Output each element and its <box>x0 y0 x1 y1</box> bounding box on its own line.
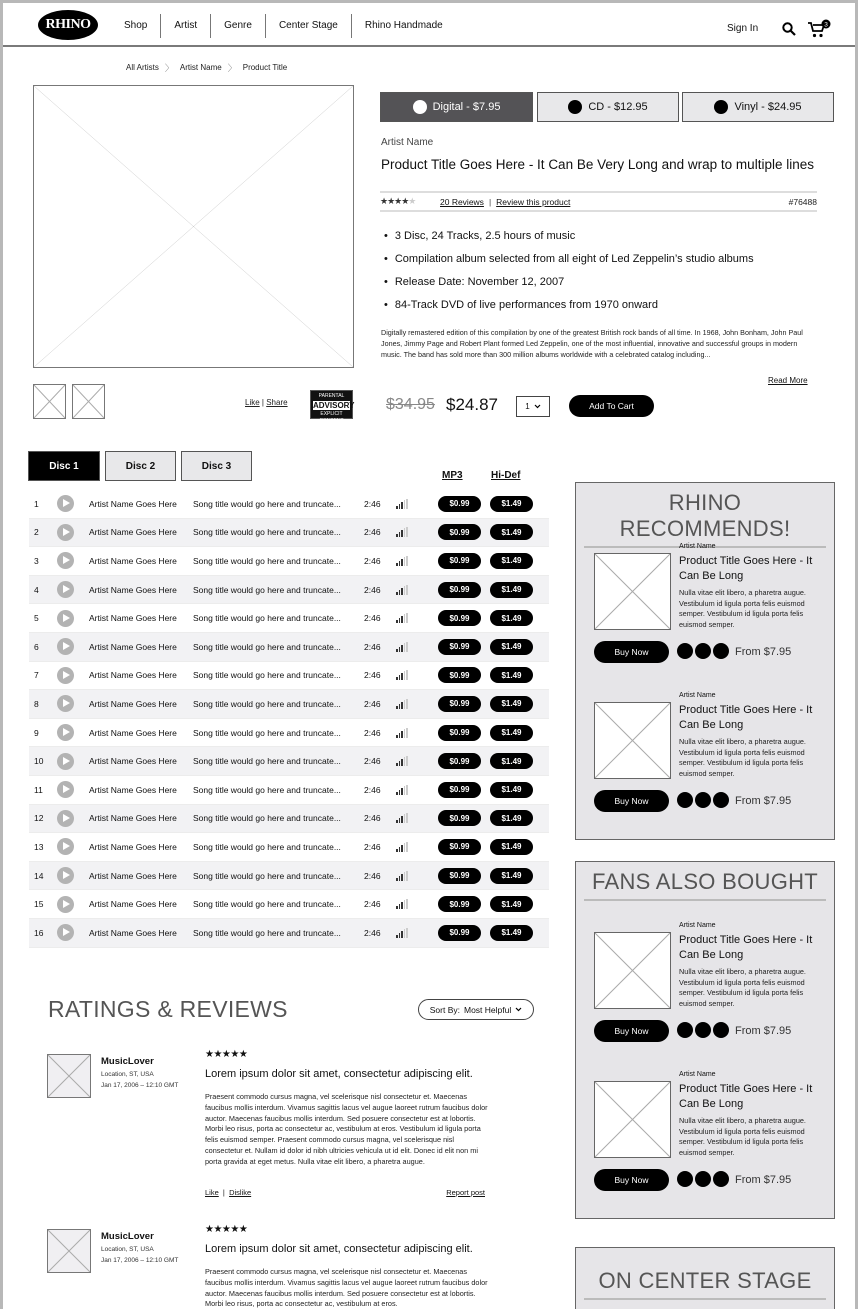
rec-price: From $7.95 <box>735 1025 792 1037</box>
reviewer-location: Location, ST, USA <box>101 1246 154 1253</box>
buy-hidef-button[interactable]: $1.49 <box>490 696 533 712</box>
buy-hidef-button[interactable]: $1.49 <box>490 610 533 626</box>
track-number: 3 <box>34 555 39 566</box>
play-icon[interactable] <box>57 695 74 712</box>
popularity-bars-icon <box>396 928 438 938</box>
reviewer-name: MusicLover <box>101 1056 154 1067</box>
rec-price: From $7.95 <box>735 795 792 807</box>
buy-hidef-button[interactable]: $1.49 <box>490 839 533 855</box>
popularity-bars-icon <box>396 785 438 795</box>
buy-mp3-button[interactable]: $0.99 <box>438 810 481 826</box>
chevron-down-icon <box>534 404 541 409</box>
track-number: 15 <box>34 899 44 910</box>
track-number: 9 <box>34 727 39 738</box>
buy-now-button[interactable]: Buy Now <box>594 641 669 663</box>
product-image-placeholder[interactable] <box>594 932 671 1009</box>
product-image-placeholder[interactable] <box>594 702 671 779</box>
format-cd-button[interactable] <box>537 92 679 122</box>
play-icon[interactable] <box>57 581 74 598</box>
highlight-item: • Release Date: November 12, 2007 <box>384 276 754 299</box>
review-dislike-link[interactable]: Dislike <box>229 1188 252 1197</box>
reviewer-location: Location, ST, USA <box>101 1071 154 1078</box>
reviewer-avatar <box>47 1229 91 1273</box>
track-title: Song title would go here and truncate... <box>193 698 341 709</box>
breadcrumb-current: Product Title <box>242 63 288 72</box>
buy-mp3-button[interactable]: $0.99 <box>438 896 481 912</box>
like-share: Like | Share <box>245 398 288 407</box>
review-item <box>47 1049 488 1214</box>
review-title: Lorem ipsum dolor sit amet, consectetur adipiscing elit. <box>205 1243 473 1255</box>
play-icon[interactable] <box>57 667 74 684</box>
popularity-bars-icon <box>396 670 438 680</box>
product-image-placeholder <box>33 85 354 368</box>
track-artist[interactable]: Artist Name Goes Here <box>89 527 177 538</box>
format-digital-button[interactable] <box>380 92 533 122</box>
product-image-placeholder[interactable] <box>594 1081 671 1158</box>
track-artist[interactable]: Artist Name Goes Here <box>89 498 177 509</box>
track-artist[interactable]: Artist Name Goes Here <box>89 727 177 738</box>
review-like-link[interactable]: Like <box>205 1188 219 1197</box>
track-row <box>29 719 549 748</box>
rhino-logo[interactable]: RHINO <box>38 10 98 40</box>
review-actions: Like | Dislike Report post <box>205 1188 485 1197</box>
track-list <box>29 490 549 948</box>
track-row <box>29 919 549 948</box>
track-row <box>29 490 549 519</box>
buy-mp3-button[interactable]: $0.99 <box>438 496 481 512</box>
track-row <box>29 776 549 805</box>
rec-artist[interactable]: Artist Name <box>679 692 716 699</box>
format-dot-icon[interactable] <box>677 1171 693 1187</box>
track-artist[interactable]: Artist Name Goes Here <box>89 870 177 881</box>
page <box>3 3 855 1309</box>
track-title: Song title would go here and truncate... <box>193 813 341 824</box>
buy-now-button[interactable]: Buy Now <box>594 1020 669 1042</box>
format-dot-icon[interactable] <box>713 792 729 808</box>
buy-mp3-button[interactable]: $0.99 <box>438 782 481 798</box>
recommendation-card <box>594 1071 834 1201</box>
reviews-link[interactable]: 20 Reviews <box>440 196 484 207</box>
review-stars-icon: ★★★★★ <box>205 1049 248 1060</box>
highlight-item: • Compilation album selected from all eight of Led Zeppelin’s studio albums <box>384 253 754 276</box>
popularity-bars-icon <box>396 813 438 823</box>
popularity-bars-icon <box>396 556 438 566</box>
rec-title[interactable]: Product Title Goes Here - It Can Be Long <box>679 555 813 582</box>
track-row <box>29 576 549 605</box>
breadcrumb <box>126 61 287 74</box>
parental-advisory-badge <box>310 390 355 424</box>
product-artist[interactable]: Artist Name <box>381 137 434 148</box>
buy-mp3-button[interactable]: $0.99 <box>438 696 481 712</box>
tab-disc-3[interactable]: Disc 3 <box>181 451 252 481</box>
popularity-bars-icon <box>396 527 438 537</box>
track-number: 8 <box>34 698 39 709</box>
track-number: 13 <box>34 841 44 852</box>
format-dot-icon[interactable] <box>713 1171 729 1187</box>
track-number: 10 <box>34 756 44 767</box>
track-title: Song title would go here and truncate... <box>193 784 341 795</box>
rec-artist[interactable]: Artist Name <box>679 543 716 550</box>
track-duration: 2:46 <box>364 613 381 624</box>
track-duration: 2:46 <box>364 498 381 509</box>
rec-description: Nulla vitae elit libero, a pharetra augue. Vestibulum id ligula porta felis euismod semper. Vestibulum id ligula porta felis euismod semper. <box>679 588 806 629</box>
buy-mp3-button[interactable]: $0.99 <box>438 639 481 655</box>
track-row <box>29 662 549 691</box>
buy-hidef-button[interactable]: $1.49 <box>490 639 533 655</box>
advisory-bottom: EXPLICIT CONTENT <box>319 411 344 424</box>
review-body: Praesent commodo cursus magna, vel scelerisque nisl consectetur et. Maecenas faucibus mollis interdum. Vivamus sagittis lacus vel augue laoreet rutrum faucibus dolor auctor. Maecenas faucibus mollis interdum. Sed posuere consectetur est at lobortis. Morbi leo risus, porta ac consectetur ac, vestibulum at eros. <box>205 1267 488 1309</box>
track-artist[interactable]: Artist Name Goes Here <box>89 670 177 681</box>
nav-center-stage[interactable]: Center Stage <box>266 14 352 38</box>
track-title: Song title would go here and truncate... <box>193 670 341 681</box>
buy-mp3-button[interactable]: $0.99 <box>438 524 481 540</box>
rec-artist[interactable]: Artist Name <box>679 1071 716 1078</box>
track-artist[interactable]: Artist Name Goes Here <box>89 555 177 566</box>
track-title: Song title would go here and truncate... <box>193 870 341 881</box>
tab-disc-2[interactable]: Disc 2 <box>105 451 176 481</box>
cart-count: 3 <box>824 21 828 29</box>
site-header <box>3 3 855 47</box>
review-this-product-link[interactable]: Review this product <box>496 196 571 207</box>
track-duration: 2:46 <box>364 756 381 767</box>
buy-hidef-button[interactable]: $1.49 <box>490 925 533 941</box>
highlight-item: • 84-Track DVD of live performances from 1970 onward <box>384 299 754 322</box>
product-image-placeholder[interactable] <box>594 553 671 630</box>
share-link[interactable]: Share <box>266 398 288 407</box>
rec-artist[interactable]: Artist Name <box>679 922 716 929</box>
sale-price: $24.87 <box>446 395 498 414</box>
format-dot-icon[interactable] <box>713 643 729 659</box>
track-duration: 2:46 <box>364 670 381 681</box>
review-item <box>47 1224 488 1309</box>
buy-hidef-button[interactable]: $1.49 <box>490 753 533 769</box>
rating-row <box>380 191 817 212</box>
panel-title: RHINO RECOMMENDS! <box>584 490 826 548</box>
track-number: 16 <box>34 927 44 938</box>
track-title: Song title would go here and truncate... <box>193 584 341 595</box>
original-price: $34.95 <box>386 396 435 413</box>
track-title: Song title would go here and truncate... <box>193 756 341 767</box>
play-icon[interactable] <box>57 781 74 798</box>
buy-hidef-button[interactable]: $1.49 <box>490 553 533 569</box>
nav-rhino-handmade[interactable]: Rhino Handmade <box>364 20 443 31</box>
product-sku: #76488 <box>788 196 817 207</box>
track-duration: 2:46 <box>364 841 381 852</box>
rec-price: From $7.95 <box>735 646 792 658</box>
track-artist[interactable]: Artist Name Goes Here <box>89 927 177 938</box>
buy-hidef-button[interactable]: $1.49 <box>490 524 533 540</box>
track-row <box>29 633 549 662</box>
sort-value: Most Helpful <box>463 1004 512 1015</box>
play-icon[interactable] <box>57 524 74 541</box>
buy-mp3-button[interactable]: $0.99 <box>438 925 481 941</box>
advisory-mid: ADVISORY <box>313 401 355 410</box>
buy-mp3-button[interactable]: $0.99 <box>438 610 481 626</box>
format-dot-icon[interactable] <box>695 792 711 808</box>
track-artist[interactable]: Artist Name Goes Here <box>89 698 177 709</box>
play-icon[interactable] <box>57 896 74 913</box>
product-thumbnail-2[interactable] <box>72 384 105 419</box>
buy-hidef-button[interactable]: $1.49 <box>490 896 533 912</box>
chevron-down-icon <box>515 1007 522 1012</box>
rec-title[interactable]: Product Title Goes Here - It Can Be Long <box>679 1083 813 1110</box>
column-header-hidef[interactable]: Hi-Def <box>491 470 521 481</box>
buy-mp3-button[interactable]: $0.99 <box>438 753 481 769</box>
track-title: Song title would go here and truncate... <box>193 927 341 938</box>
track-duration: 2:46 <box>364 899 381 910</box>
format-dot-icon[interactable] <box>695 643 711 659</box>
play-icon[interactable] <box>57 810 74 827</box>
play-icon[interactable] <box>57 924 74 941</box>
track-title: Song title would go here and truncate... <box>193 555 341 566</box>
track-row <box>29 862 549 891</box>
sign-in-link[interactable]: Sign In <box>727 23 759 34</box>
format-label: CD - $12.95 <box>588 101 648 113</box>
format-options <box>677 792 729 808</box>
format-options <box>677 1022 729 1038</box>
product-title: Product Title Goes Here - It Can Be Very Long and wrap to multiple lines <box>381 157 814 172</box>
track-number: 4 <box>34 584 39 595</box>
chevron-right-icon: 〉 <box>227 63 237 73</box>
product-highlights <box>384 230 754 322</box>
track-number: 11 <box>34 784 43 795</box>
add-to-cart-button[interactable]: Add To Cart <box>569 395 654 417</box>
track-duration: 2:46 <box>364 584 381 595</box>
play-icon[interactable] <box>57 724 74 741</box>
track-artist[interactable]: Artist Name Goes Here <box>89 841 177 852</box>
popularity-bars-icon <box>396 871 438 881</box>
report-post-link[interactable]: Report post <box>446 1188 485 1197</box>
fans-also-bought-panel <box>575 861 835 1219</box>
buy-mp3-button[interactable]: $0.99 <box>438 582 481 598</box>
track-row <box>29 604 549 633</box>
track-duration: 2:46 <box>364 870 381 881</box>
read-more-link[interactable]: Read More <box>768 376 808 385</box>
popularity-bars-icon <box>396 642 438 652</box>
review-stars-icon: ★★★★★ <box>205 1224 248 1235</box>
track-number: 2 <box>34 527 39 538</box>
track-row <box>29 690 549 719</box>
track-artist[interactable]: Artist Name Goes Here <box>89 784 177 795</box>
track-title: Song title would go here and truncate... <box>193 498 341 509</box>
format-dot-icon[interactable] <box>677 643 693 659</box>
track-title: Song title would go here and truncate... <box>193 841 341 852</box>
track-title: Song title would go here and truncate... <box>193 613 341 624</box>
buy-now-button[interactable]: Buy Now <box>594 1169 669 1191</box>
buy-hidef-button[interactable]: $1.49 <box>490 810 533 826</box>
track-title: Song title would go here and truncate... <box>193 727 341 738</box>
format-dot-icon[interactable] <box>713 1022 729 1038</box>
rec-description: Nulla vitae elit libero, a pharetra augue. Vestibulum id ligula porta felis euismod semper. Vestibulum id ligula porta felis euismod semper. <box>679 1116 806 1157</box>
radio-selected-icon <box>413 100 427 114</box>
review-date: Jan 17, 2006 – 12:10 GMT <box>101 1082 179 1089</box>
rec-description: Nulla vitae elit libero, a pharetra augue. Vestibulum id ligula porta felis euismod semper. Vestibulum id ligula porta felis euismod semper. <box>679 737 806 778</box>
format-dot-icon[interactable] <box>677 1022 693 1038</box>
buy-hidef-button[interactable]: $1.49 <box>490 582 533 598</box>
track-artist[interactable]: Artist Name Goes Here <box>89 584 177 595</box>
chevron-right-icon: 〉 <box>164 63 174 73</box>
popularity-bars-icon <box>396 613 438 623</box>
rhino-recommends-panel <box>575 482 835 840</box>
breadcrumb-artist-name[interactable]: Artist Name <box>179 63 222 72</box>
buy-hidef-button[interactable]: $1.49 <box>490 667 533 683</box>
highlight-item: • 3 Disc, 24 Tracks, 2.5 hours of music <box>384 230 754 253</box>
track-duration: 2:46 <box>364 727 381 738</box>
rec-description: Nulla vitae elit libero, a pharetra augue. Vestibulum id ligula porta felis euismod semper. Vestibulum id ligula porta felis euismod semper. <box>679 967 806 1008</box>
format-label: Vinyl - $24.95 <box>734 101 802 113</box>
rec-price: From $7.95 <box>735 1174 792 1186</box>
format-vinyl-button[interactable] <box>682 92 834 122</box>
nav-artist[interactable]: Artist <box>161 14 211 38</box>
search-icon[interactable] <box>782 22 796 36</box>
track-artist[interactable]: Artist Name Goes Here <box>89 613 177 624</box>
track-number: 6 <box>34 641 39 652</box>
track-title: Song title would go here and truncate... <box>193 641 341 652</box>
track-artist[interactable]: Artist Name Goes Here <box>89 641 177 652</box>
play-icon[interactable] <box>57 638 74 655</box>
buy-hidef-button[interactable]: $1.49 <box>490 496 533 512</box>
rec-title[interactable]: Product Title Goes Here - It Can Be Long <box>679 934 813 961</box>
track-duration: 2:46 <box>364 813 381 824</box>
track-row <box>29 519 549 548</box>
track-number: 5 <box>34 613 39 624</box>
track-number: 1 <box>34 498 39 509</box>
track-row <box>29 805 549 834</box>
buy-mp3-button[interactable]: $0.99 <box>438 725 481 741</box>
format-options <box>677 643 729 659</box>
review-date: Jan 17, 2006 – 12:10 GMT <box>101 1257 179 1264</box>
track-number: 7 <box>34 670 39 681</box>
main-nav <box>111 14 456 38</box>
column-header-mp3[interactable]: MP3 <box>442 470 463 481</box>
track-artist[interactable]: Artist Name Goes Here <box>89 756 177 767</box>
buy-mp3-button[interactable]: $0.99 <box>438 667 481 683</box>
track-row <box>29 547 549 576</box>
reviewer-name: MusicLover <box>101 1231 154 1242</box>
format-dot-icon[interactable] <box>695 1022 711 1038</box>
advisory-top: PARENTAL <box>318 393 345 399</box>
popularity-bars-icon <box>396 899 438 909</box>
popularity-bars-icon <box>396 585 438 595</box>
track-duration: 2:46 <box>364 784 381 795</box>
buy-hidef-button[interactable]: $1.49 <box>490 782 533 798</box>
radio-icon <box>714 100 728 114</box>
track-duration: 2:46 <box>364 555 381 566</box>
panel-title: FANS ALSO BOUGHT <box>584 869 826 901</box>
track-number: 14 <box>34 870 44 881</box>
track-title: Song title would go here and truncate... <box>193 527 341 538</box>
panel-title: ON CENTER STAGE <box>584 1268 826 1300</box>
reviewer-avatar <box>47 1054 91 1098</box>
buy-mp3-button[interactable]: $0.99 <box>438 868 481 884</box>
track-artist[interactable]: Artist Name Goes Here <box>89 899 177 910</box>
buy-mp3-button[interactable]: $0.99 <box>438 839 481 855</box>
track-row <box>29 747 549 776</box>
play-icon[interactable] <box>57 610 74 627</box>
play-icon[interactable] <box>57 838 74 855</box>
recommendation-card <box>594 543 834 673</box>
quantity-value: 1 <box>525 402 530 411</box>
play-icon[interactable] <box>57 552 74 569</box>
sort-label: Sort By: <box>429 1004 460 1015</box>
like-link[interactable]: Like <box>245 398 260 407</box>
rec-title[interactable]: Product Title Goes Here - It Can Be Long <box>679 704 813 731</box>
on-center-stage-panel <box>575 1247 835 1309</box>
popularity-bars-icon <box>396 728 438 738</box>
nav-genre[interactable]: Genre <box>211 14 266 38</box>
review-title: Lorem ipsum dolor sit amet, consectetur adipiscing elit. <box>205 1068 473 1080</box>
track-duration: 2:46 <box>364 927 381 938</box>
track-title: Song title would go here and truncate... <box>193 899 341 910</box>
track-duration: 2:46 <box>364 698 381 709</box>
radio-icon <box>568 100 582 114</box>
track-number: 12 <box>34 813 44 824</box>
track-duration: 2:46 <box>364 527 381 538</box>
product-description: Digitally remastered edition of this compilation by one of the greatest British rock bands of all time. In 1968, John Bonham, John Paul Jones, Jimmy Page and Robert Plant formed Led Zeppelin, one of the most influential, innovative and successful groups in modern music. The band has sold more than 300 million albums worldwide with a celebrated catalog including... <box>381 328 803 359</box>
track-artist[interactable]: Artist Name Goes Here <box>89 813 177 824</box>
popularity-bars-icon <box>396 756 438 766</box>
review-body: Praesent commodo cursus magna, vel scelerisque nisl consectetur et. Maecenas faucibus mollis interdum. Vivamus sagittis lacus vel augue laoreet rutrum faucibus dolor auctor. Maecenas faucibus mollis interdum. Sed posuere consectetur est at lobortis. Morbi leo risus, porta ac consectetur ac, vestibulum at eros. Vestibulum id ligula porta felis euismod semper. Praesent commodo cursus magna, vel scelerisque nisl consectetur et. Nullam id dolor id nibh ultricies vehicula ut id elit. Donec id elit non mi porta gravida at eget metus. Nulla vitae elit libero, a pharetra augue. <box>205 1092 488 1166</box>
format-dot-icon[interactable] <box>677 792 693 808</box>
reviews-heading: RATINGS & REVIEWS <box>48 996 288 1022</box>
sort-dropdown[interactable] <box>418 999 534 1020</box>
track-duration: 2:46 <box>364 641 381 652</box>
play-icon[interactable] <box>57 867 74 884</box>
product-thumbnail-1[interactable] <box>33 384 66 419</box>
nav-shop[interactable]: Shop <box>111 14 161 38</box>
popularity-bars-icon <box>396 499 438 509</box>
buy-hidef-button[interactable]: $1.49 <box>490 725 533 741</box>
buy-now-button[interactable]: Buy Now <box>594 790 669 812</box>
cart-icon[interactable] <box>807 19 831 39</box>
buy-mp3-button[interactable]: $0.99 <box>438 553 481 569</box>
play-icon[interactable] <box>57 495 74 512</box>
recommendation-card <box>594 692 834 822</box>
star-rating-icon: ★★★★★ <box>380 196 416 206</box>
format-dot-icon[interactable] <box>695 1171 711 1187</box>
play-icon[interactable] <box>57 753 74 770</box>
popularity-bars-icon <box>396 699 438 709</box>
buy-hidef-button[interactable]: $1.49 <box>490 868 533 884</box>
track-row <box>29 890 549 919</box>
format-label: Digital - $7.95 <box>432 101 501 113</box>
breadcrumb-all-artists[interactable]: All Artists <box>126 63 159 72</box>
track-row <box>29 833 549 862</box>
quantity-select[interactable] <box>516 396 550 417</box>
popularity-bars-icon <box>396 842 438 852</box>
recommendation-card <box>594 922 834 1052</box>
tab-disc-1[interactable]: Disc 1 <box>28 451 100 481</box>
divider: | <box>488 196 492 207</box>
format-options <box>677 1171 729 1187</box>
